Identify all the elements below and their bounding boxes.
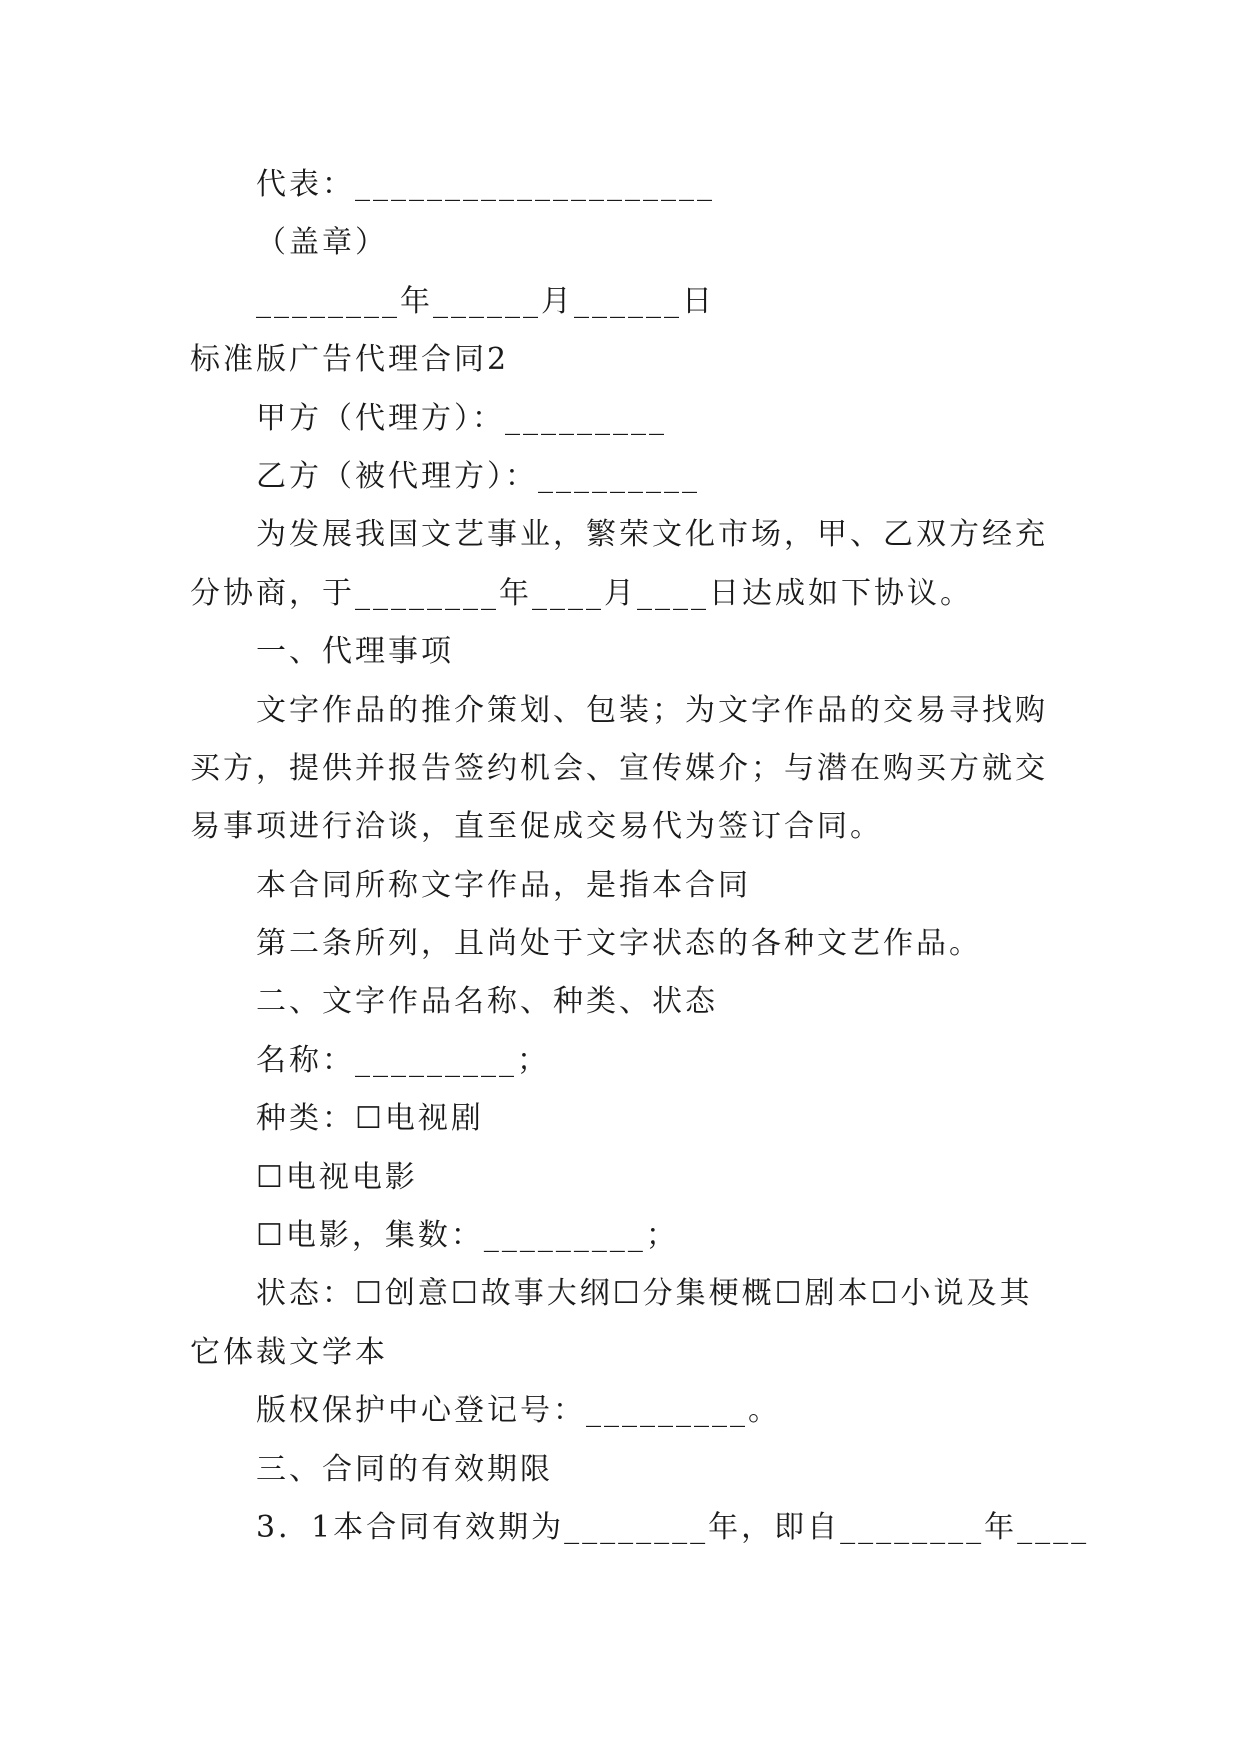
- work-type-line: ☐电视电影: [256, 1159, 418, 1195]
- seal-line: （盖章）: [256, 225, 388, 261]
- section-1-body-line: 易事项进行洽谈，直至促成交易代为签订合同。: [190, 809, 883, 845]
- section-1-body-line: 买方，提供并报告签约机会、宣传媒介；与潜在购买方就交: [190, 750, 1048, 786]
- party-a-line: 甲方（代理方）：_________: [256, 400, 667, 436]
- section-1-definition-line: 第二条所列，且尚处于文字状态的各种文艺作品。: [256, 926, 982, 962]
- work-type-line: 种类：☐电视剧: [256, 1101, 484, 1137]
- section-3-heading: 三、合同的有效期限: [256, 1451, 553, 1487]
- section-1-heading: 一、代理事项: [256, 634, 454, 670]
- representative-line: 代表：____________________: [256, 167, 715, 202]
- clause-3-1-line: 3．1本合同有效期为________年，即自________年____: [256, 1509, 1090, 1545]
- registration-number-line: 版权保护中心登记号：_________。: [256, 1393, 781, 1429]
- section-1-definition-line: 本合同所称文字作品，是指本合同: [256, 867, 751, 903]
- work-type-line: ☐电影，集数：_________；: [256, 1218, 679, 1254]
- document-body: [190, 156, 1090, 1557]
- contract-title: 标准版广告代理合同2: [190, 342, 510, 378]
- work-status-line: 它体裁文学本: [190, 1334, 388, 1370]
- section-2-heading: 二、文字作品名称、种类、状态: [256, 984, 718, 1020]
- work-status-line: 状态：☐创意☐故事大纲☐分集梗概☐剧本☐小说及其: [256, 1276, 1033, 1312]
- work-name-line: 名称：_________；: [256, 1042, 550, 1078]
- signature-date-line: ________年______月______日: [256, 283, 715, 319]
- section-1-body-line: 文字作品的推介策划、包装；为文字作品的交易寻找购: [256, 692, 1048, 728]
- preamble-line: 分协商，于________年____月____日达成如下协议。: [190, 575, 973, 611]
- party-b-line: 乙方（被代理方）：_________: [256, 458, 700, 494]
- preamble-line: 为发展我国文艺事业，繁荣文化市场，甲、乙双方经充: [256, 517, 1048, 553]
